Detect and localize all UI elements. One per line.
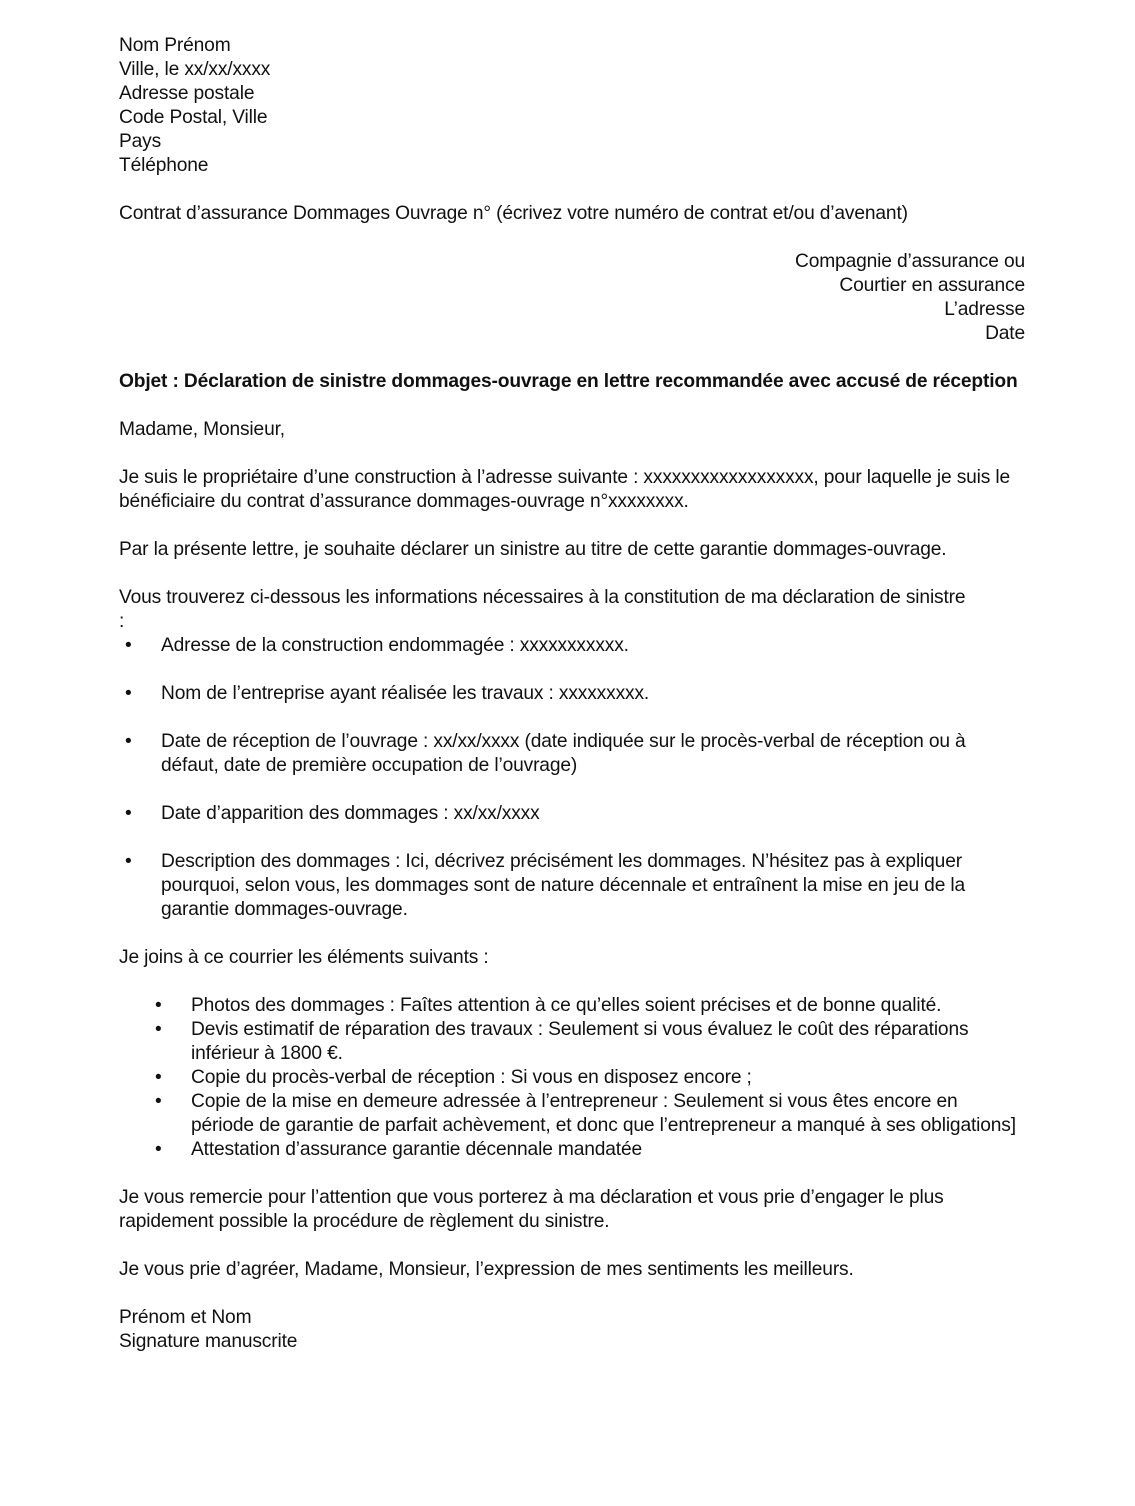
list-item-text: Adresse de la construction endommagée : xxxxxxxxxxx.	[161, 635, 629, 656]
bullet-icon: •	[155, 1067, 162, 1088]
list-item-text: Photos des dommages : Faîtes attention à ce qu’elles soient précises et de bonne qualité.	[191, 995, 942, 1016]
sender-postal-code-city: Code Postal, Ville	[119, 107, 268, 128]
subject-line: Objet : Déclaration de sinistre dommages-ouvrage en lettre recommandée avec accusé de réception	[119, 371, 1018, 392]
recipient-block	[119, 250, 1025, 346]
closing-paragraph: Je vous prie d’agréer, Madame, Monsieur, l’expression de mes sentiments les meilleurs.	[119, 1259, 854, 1280]
signature-block	[119, 1306, 1025, 1354]
list-item	[119, 1138, 1025, 1162]
list-item-text: Devis estimatif de réparation des travaux : Seulement si vous évaluez le coût des réparations inférieur à 1800 €.	[191, 1019, 969, 1064]
list-item	[119, 730, 1025, 778]
list-item-text: Date d’apparition des dommages : xx/xx/xxxx	[161, 803, 540, 824]
sender-country: Pays	[119, 131, 162, 152]
bullet-icon: •	[125, 683, 132, 704]
recipient-company: Compagnie d’assurance ou	[795, 251, 1025, 272]
letter-page	[119, 34, 1025, 1354]
sender-phone: Téléphone	[119, 155, 209, 176]
sender-name: Nom Prénom	[119, 35, 231, 56]
contract-reference: Contrat d’assurance Dommages Ouvrage n° (écrivez votre numéro de contrat et/ou d’avenant)	[119, 203, 908, 224]
list-item	[119, 850, 1025, 922]
bullet-icon: •	[125, 851, 132, 872]
list-item	[119, 802, 1025, 826]
attachments-list	[119, 994, 1025, 1162]
signature-handwritten: Signature manuscrite	[119, 1331, 298, 1352]
list-item	[119, 634, 1025, 658]
list-item	[119, 682, 1025, 706]
info-intro-paragraph	[119, 586, 1025, 634]
info-intro-text: Vous trouverez ci-dessous les informations nécessaires à la constitution de ma déclaration de sinistre	[119, 587, 966, 608]
list-item	[119, 1066, 1025, 1090]
damage-info-list	[119, 634, 1025, 922]
declaration-paragraph: Par la présente lettre, je souhaite déclarer un sinistre au titre de cette garantie dommages-ouvrage.	[119, 539, 947, 560]
bullet-icon: •	[125, 635, 132, 656]
list-item-text: Description des dommages : Ici, décrivez précisément les dommages. N’hésitez pas à expliquer pourquoi, selon vous, les dommages sont de nature décennale et entraînent la mise en jeu de la garantie dommages-ouvrage.	[161, 851, 966, 920]
salutation: Madame, Monsieur,	[119, 419, 285, 440]
list-item-text: Date de réception de l’ouvrage : xx/xx/xxxx (date indiquée sur le procès-verbal de réception ou à défaut, date de première occupation de l’ouvrage)	[161, 731, 966, 776]
list-item-text: Copie de la mise en demeure adressée à l’entrepreneur : Seulement si vous êtes encore en période de garantie de parfait achèvement, et donc que l’entrepreneur a manqué à ses obligations]	[191, 1091, 1016, 1136]
sender-address: Adresse postale	[119, 83, 255, 104]
info-intro-colon: :	[119, 611, 125, 632]
bullet-icon: •	[155, 1019, 162, 1040]
recipient-broker: Courtier en assurance	[839, 275, 1025, 296]
list-item-text: Copie du procès-verbal de réception : Si vous en disposez encore ;	[191, 1067, 752, 1088]
bullet-icon: •	[155, 1091, 162, 1112]
recipient-address: L’adresse	[944, 299, 1025, 320]
bullet-icon: •	[125, 803, 132, 824]
recipient-date: Date	[985, 323, 1025, 344]
sender-city-date: Ville, le xx/xx/xxxx	[119, 59, 271, 80]
list-item-text: Nom de l’entreprise ayant réalisée les travaux : xxxxxxxxx.	[161, 683, 650, 704]
intro-paragraph: Je suis le propriétaire d’une construction à l’adresse suivante : xxxxxxxxxxxxxxxxxx, pour laquelle je suis le bénéficiaire du contrat d’assurance dommages-ouvrage n°xxxxxxxx.	[119, 467, 1011, 512]
list-item	[119, 994, 1025, 1018]
sender-block	[119, 34, 1025, 178]
signature-name: Prénom et Nom	[119, 1307, 252, 1328]
bullet-icon: •	[155, 1139, 162, 1160]
list-item-text: Attestation d’assurance garantie décennale mandatée	[191, 1139, 643, 1160]
list-item	[119, 1018, 1025, 1066]
bullet-icon: •	[125, 731, 132, 752]
list-item	[119, 1090, 1025, 1138]
bullet-icon: •	[155, 995, 162, 1016]
attachments-intro: Je joins à ce courrier les éléments suivants :	[119, 947, 489, 968]
thanks-paragraph: Je vous remercie pour l’attention que vous porterez à ma déclaration et vous prie d’engager le plus rapidement possible la procédure de règlement du sinistre.	[119, 1187, 944, 1232]
